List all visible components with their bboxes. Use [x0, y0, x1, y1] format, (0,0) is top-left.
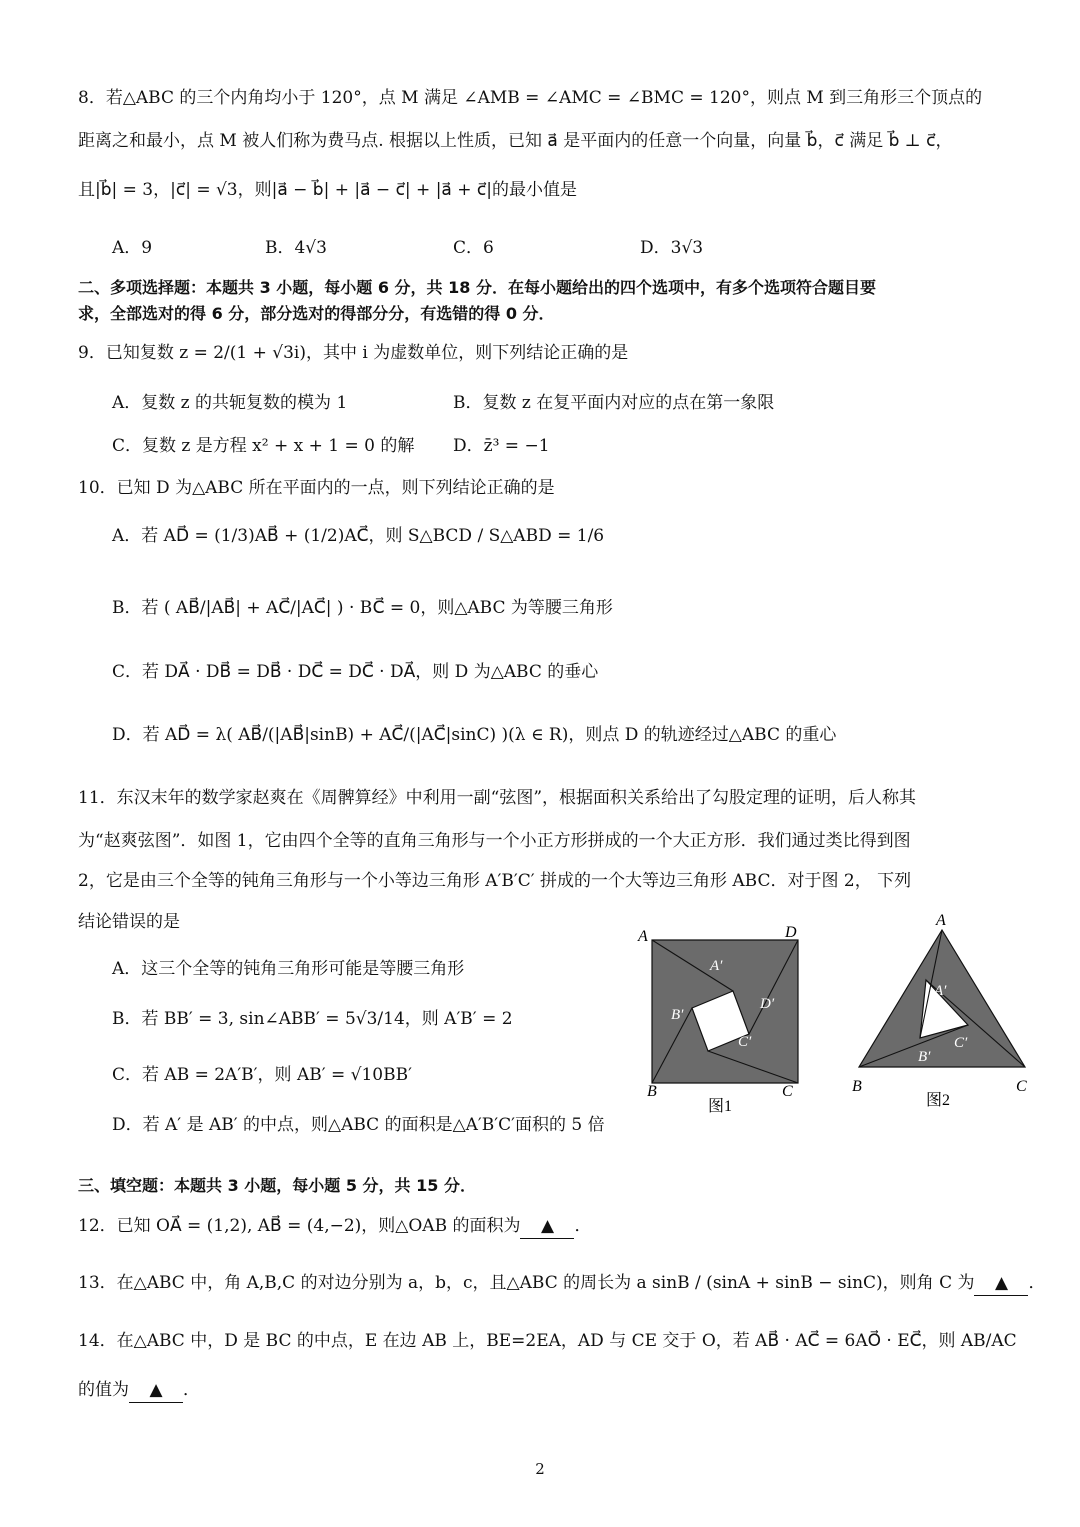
section2-heading-line2: 求，全部选对的得 6 分，部分选对的得部分分，有选错的得 0 分．	[78, 304, 555, 323]
q9-option-a: A．复数 z 的共轭复数的模为 1	[112, 393, 348, 413]
q12-answer-blank[interactable]: ▲	[520, 1214, 574, 1239]
figure1-label-c-prime: C′	[738, 1034, 752, 1050]
q14-answer-blank[interactable]: ▲	[129, 1378, 183, 1403]
figure2-diagram	[840, 905, 1040, 1115]
figure1-label-d: D	[785, 924, 797, 941]
figure2-label-b: B	[852, 1078, 862, 1095]
q11-line3: 2，它是由三个全等的钝角三角形与一个小等边三角形 A′B′C′ 拼成的一个大等边三角形 ABC．对于图 2， 下列	[78, 871, 912, 891]
q10-option-a: A．若 AD⃗ = (1/3)AB⃗ + (1/2)AC⃗，则 S△BCD / S△ABD = 1/6	[112, 526, 605, 546]
q11-option-b: B．若 BB′ = 3, sin∠ABB′ = 5√3/14，则 A′B′ = 2	[112, 1009, 513, 1029]
page-number: 2	[535, 1460, 545, 1478]
q13-stem: 13．在△ABC 中，角 A,B,C 的对边分别为 a，b，c，且△ABC 的周长为 a sinB / (sinA + sinB − sinC)，则角 C 为	[78, 1273, 975, 1293]
q13-end: ．	[1028, 1273, 1046, 1293]
q8-line2: 距离之和最小，点 M 被人们称为费马点. 根据以上性质，已知 a⃗ 是平面内的任意一个向量，向量 b⃗，c⃗ 满足 b⃗ ⊥ c⃗，	[78, 131, 953, 151]
figure1-label-a: A	[638, 928, 648, 945]
q11-line2: 为“赵爽弦图”．如图 1，它由四个全等的直角三角形与一个小正方形拼成的一个大正方形．我们通过类比得到图	[78, 831, 911, 851]
q14-line1: 14．在△ABC 中，D 是 BC 的中点，E 在边 AB 上，BE=2EA，AD 与 CE 交于 O，若 AB⃗ · AC⃗ = 6AO⃗ · EC⃗，则 AB/AC	[78, 1331, 1017, 1351]
figure1-label-c: C	[782, 1083, 793, 1100]
q8-line1: 8．若△ABC 的三个内角均小于 120°，点 M 满足 ∠AMB = ∠AMC = ∠BMC = 120°，则点 M 到三角形三个顶点的	[78, 88, 983, 108]
q9-stem: 9．已知复数 z = 2/(1 + √3i)，其中 i 为虚数单位，则下列结论正确的是	[78, 343, 629, 363]
q14-line2	[78, 1378, 200, 1403]
section3-heading: 三、填空题：本题共 3 小题，每小题 5 分，共 15 分．	[78, 1176, 476, 1195]
q14-end: ．	[183, 1380, 200, 1400]
q11-line1: 11．东汉末年的数学家赵爽在《周髀算经》中利用一副“弦图”，根据面积关系给出了勾股定理的证明，后人称其	[78, 788, 917, 808]
figure1-label-a-prime: A′	[710, 958, 723, 974]
figure2-label-b-prime: B′	[918, 1049, 931, 1065]
q14-stem-end: 的值为	[78, 1380, 129, 1400]
q9-option-c: C．复数 z 是方程 x² + x + 1 = 0 的解	[112, 436, 415, 456]
q13	[78, 1271, 1045, 1296]
section2-heading-line1: 二、多项选择题：本题共 3 小题，每小题 6 分，共 18 分．在每小题给出的四个选项中，有多个选项符合题目要	[78, 278, 876, 297]
figure2-label-c: C	[1016, 1078, 1027, 1095]
figure1-label-b: B	[647, 1083, 657, 1100]
figure1-diagram	[630, 920, 810, 1120]
q8-option-d: D．3√3	[640, 238, 704, 258]
q11-option-d: D．若 A′ 是 AB′ 的中点，则△ABC 的面积是△A′B′C′面积的 5 倍	[112, 1115, 605, 1135]
figure2-label-a-prime: A′	[934, 983, 947, 999]
figure1-label-d-prime: D′	[760, 996, 775, 1012]
q9-option-d: D．z̄³ = −1	[453, 436, 550, 456]
figure1-caption: 图1	[708, 1098, 733, 1115]
q12-stem: 12．已知 OA⃗ = (1,2), AB⃗ = (4,−2)，则△OAB 的面积为	[78, 1216, 521, 1236]
q10-stem: 10．已知 D 为△ABC 所在平面内的一点，则下列结论正确的是	[78, 478, 555, 498]
figure2-label-a: A	[936, 912, 946, 929]
q12	[78, 1214, 591, 1239]
q11-option-c: C．若 AB = 2A′B′，则 AB′ = √10BB′	[112, 1065, 412, 1085]
q10-option-b: B．若 ( AB⃗/|AB⃗| + AC⃗/|AC⃗| ) · BC⃗ = 0，则△ABC 为等腰三角形	[112, 598, 613, 618]
q8-option-b: B．4√3	[265, 238, 327, 258]
figure1-label-b-prime: B′	[671, 1007, 684, 1023]
q12-end: ．	[574, 1216, 592, 1236]
q13-answer-blank[interactable]: ▲	[974, 1271, 1028, 1296]
q8-option-c: C．6	[453, 238, 494, 258]
q9-option-b: B．复数 z 在复平面内对应的点在第一象限	[453, 393, 775, 413]
q10-option-d: D．若 AD⃗ = λ( AB⃗/(|AB⃗|sinB) + AC⃗/(|AC⃗|sinC) )(λ ∈ R)，则点 D 的轨迹经过△ABC 的重心	[112, 725, 837, 745]
figure2-label-c-prime: C′	[954, 1035, 968, 1051]
q11-option-a: A．这三个全等的钝角三角形可能是等腰三角形	[112, 959, 465, 979]
figure2-caption: 图2	[926, 1092, 951, 1109]
q10-option-c: C．若 DA⃗ · DB⃗ = DB⃗ · DC⃗ = DC⃗ · DA⃗，则 D 为△ABC 的垂心	[112, 662, 599, 682]
q11-line4: 结论错误的是	[78, 912, 180, 932]
q8-option-a: A．9	[112, 238, 153, 258]
q8-line3: 且|b⃗| = 3，|c⃗| = √3，则|a⃗ − b⃗| + |a⃗ − c⃗| + |a⃗ + c⃗|的最小值是	[78, 180, 577, 200]
